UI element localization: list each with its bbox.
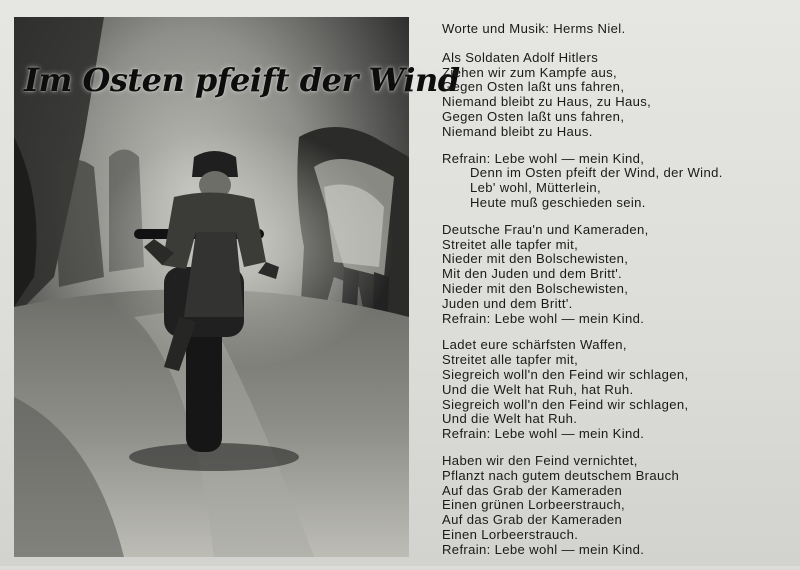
lyric-line: Als Soldaten Adolf Hitlers	[442, 49, 599, 65]
lyric-line: Nieder mit den Bolschewisten,	[442, 280, 629, 296]
lyric-line: Gegen Osten laßt uns fahren,	[442, 108, 625, 124]
lyric-line: Pflanzt nach gutem deutschem Brauch	[442, 467, 680, 483]
stanza-2	[442, 223, 792, 327]
lyric-line: Leb' wohl, Mütterlein,	[470, 180, 602, 196]
lyric-line: Ladet eure schärfsten Waffen,	[442, 337, 627, 353]
song-title: Im Osten pfeift der Wind	[24, 61, 460, 99]
lyric-line: Refrain: Lebe wohl — mein Kind.	[442, 541, 645, 557]
lyric-line: Refrain: Lebe wohl — mein Kind.	[442, 310, 645, 326]
lyric-line: Streitet alle tapfer mit,	[442, 352, 579, 368]
lyric-line: Einen grünen Lorbeerstrauch,	[442, 497, 626, 513]
lyrics-column	[442, 22, 792, 570]
lyric-line: Niemand bleibt zu Haus.	[442, 123, 593, 139]
lyric-line: Mit den Juden und dem Britt'.	[442, 266, 623, 282]
lyric-line: Nieder mit den Bolschewisten,	[442, 251, 629, 267]
lyric-line: Deutsche Frau'n und Kameraden,	[442, 221, 649, 237]
lyric-line: Refrain: Lebe wohl — mein Kind.	[442, 426, 645, 442]
lyric-line: Heute muß geschieden sein.	[470, 194, 646, 210]
lyric-line: Auf das Grab der Kameraden	[442, 512, 623, 528]
lyric-line: Einen Lorbeerstrauch.	[442, 526, 579, 542]
lyric-line: Gegen Osten laßt uns fahren,	[442, 79, 625, 95]
lyric-line: Streitet alle tapfer mit,	[442, 236, 579, 252]
stanza-4	[442, 454, 792, 558]
photo-panel	[14, 17, 460, 557]
credit-line: Worte und Musik: Herms Niel.	[442, 21, 626, 36]
lyric-line: Siegreich woll'n den Feind wir schlagen,	[442, 396, 689, 412]
lyric-line: Niemand bleibt zu Haus, zu Haus,	[442, 94, 652, 110]
refrain	[442, 152, 792, 211]
lyric-line: Refrain: Lebe wohl — mein Kind,	[442, 150, 645, 166]
lyric-line: Siegreich woll'n den Feind wir schlagen,	[442, 366, 689, 382]
stanza-3	[442, 338, 792, 442]
lyric-line: Haben wir den Feind vernichtet,	[442, 452, 638, 468]
stanza-1	[442, 51, 792, 140]
lyric-line: Und die Welt hat Ruh.	[442, 411, 578, 427]
lyric-line: Denn im Osten pfeift der Wind, der Wind.	[470, 165, 723, 181]
lyric-line: Auf das Grab der Kameraden	[442, 482, 623, 498]
lyric-line: Juden und dem Britt'.	[442, 295, 573, 311]
lyric-line: Und die Welt hat Ruh, hat Ruh.	[442, 381, 634, 397]
lyric-line: Ziehen wir zum Kampfe aus,	[442, 64, 618, 80]
